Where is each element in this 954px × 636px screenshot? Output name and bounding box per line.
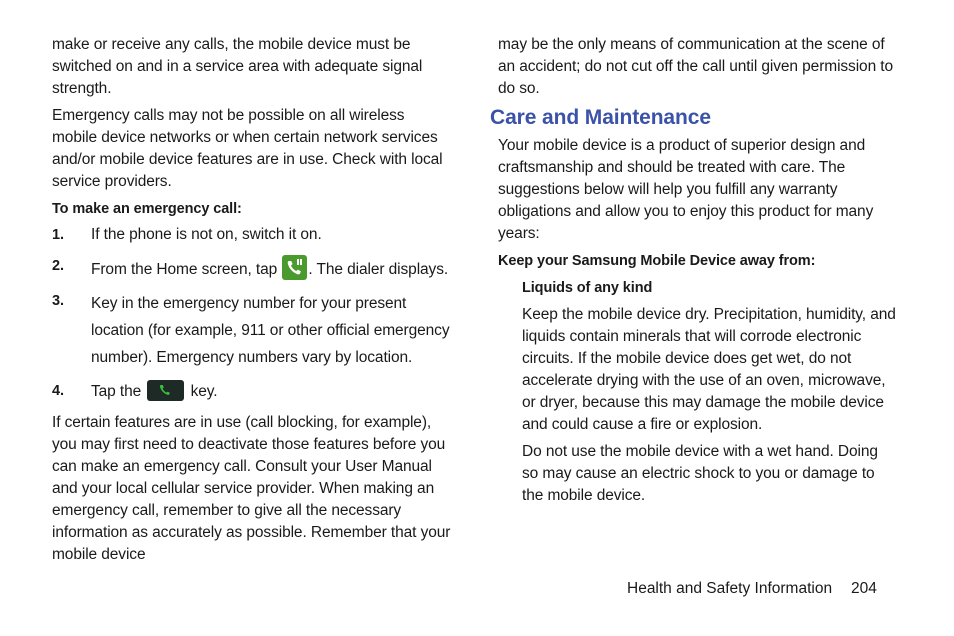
step-text-before: Tap the: [91, 383, 142, 400]
section-heading: To make an emergency call:: [52, 201, 242, 217]
section-title: Care and Maintenance: [490, 106, 711, 129]
left-column: [52, 34, 452, 571]
step-text: If the phone is not on, switch it on.: [91, 226, 322, 243]
steps-list: [52, 224, 452, 403]
page-footer: [627, 578, 877, 600]
section-heading: Keep your Samsung Mobile Device away from:: [498, 253, 816, 269]
list-item: [52, 380, 452, 403]
paragraph: Keep the mobile device dry. Precipitation, humidity, and liquids contain minerals that will corrode electronic circuits. If the mobile device does get wet, do not accelerate drying with the use of an oven, microwave, or dryer, because this may damage the mobile device and could cause a fire or explosion.: [522, 306, 896, 433]
step-number: 3.: [52, 293, 64, 309]
paragraph: Do not use the mobile device with a wet hand. Doing so may cause an electric shock to you or damage to the mobile device.: [522, 443, 878, 504]
step-text-after: . The dialer displays.: [308, 261, 449, 278]
subheading: Liquids of any kind: [522, 280, 653, 296]
step-number: 2.: [52, 258, 64, 274]
paragraph: make or receive any calls, the mobile device must be switched on and in a service area with adequate signal strength.: [52, 36, 423, 97]
step-text-before: From the Home screen, tap: [91, 261, 278, 278]
list-item: [52, 255, 452, 281]
page-number: 204: [851, 580, 877, 597]
phone-app-icon: [282, 255, 307, 280]
paragraph: Your mobile device is a product of superior design and craftsmanship and should be treated with care. The suggestions below will help you fulfill any warranty obligations and allow you to enjoy this product for many years:: [498, 137, 874, 242]
paragraph: may be the only means of communication at the scene of an accident; do not cut off the call until given permission to do so.: [498, 36, 894, 97]
footer-section-title: Health and Safety Information: [627, 580, 833, 597]
paragraph: If certain features are in use (call blocking, for example), you may first need to deactivate those features before you can make an emergency call. Consult your User Manual and your local cellular service provider. When making an emergency call, remember to give all the necessary information as accurately as possible. Remember that your mobile device: [52, 414, 451, 563]
step-text-after: key.: [190, 383, 218, 400]
right-column: [490, 34, 898, 512]
list-item: [52, 224, 452, 246]
step-number: 4.: [52, 383, 64, 399]
paragraph: Emergency calls may not be possible on all wireless mobile device networks or when certain network services and/or mobile device features are in use. Check with local service providers.: [52, 107, 443, 190]
list-item: [52, 290, 452, 371]
step-text: [91, 255, 452, 281]
step-text: [91, 380, 452, 403]
step-number: 1.: [52, 227, 64, 243]
step-text: Key in the emergency number for your present location (for example, 911 or other official emergency number). Emergency numbers vary by location.: [91, 295, 450, 366]
call-key-icon: [147, 380, 184, 401]
